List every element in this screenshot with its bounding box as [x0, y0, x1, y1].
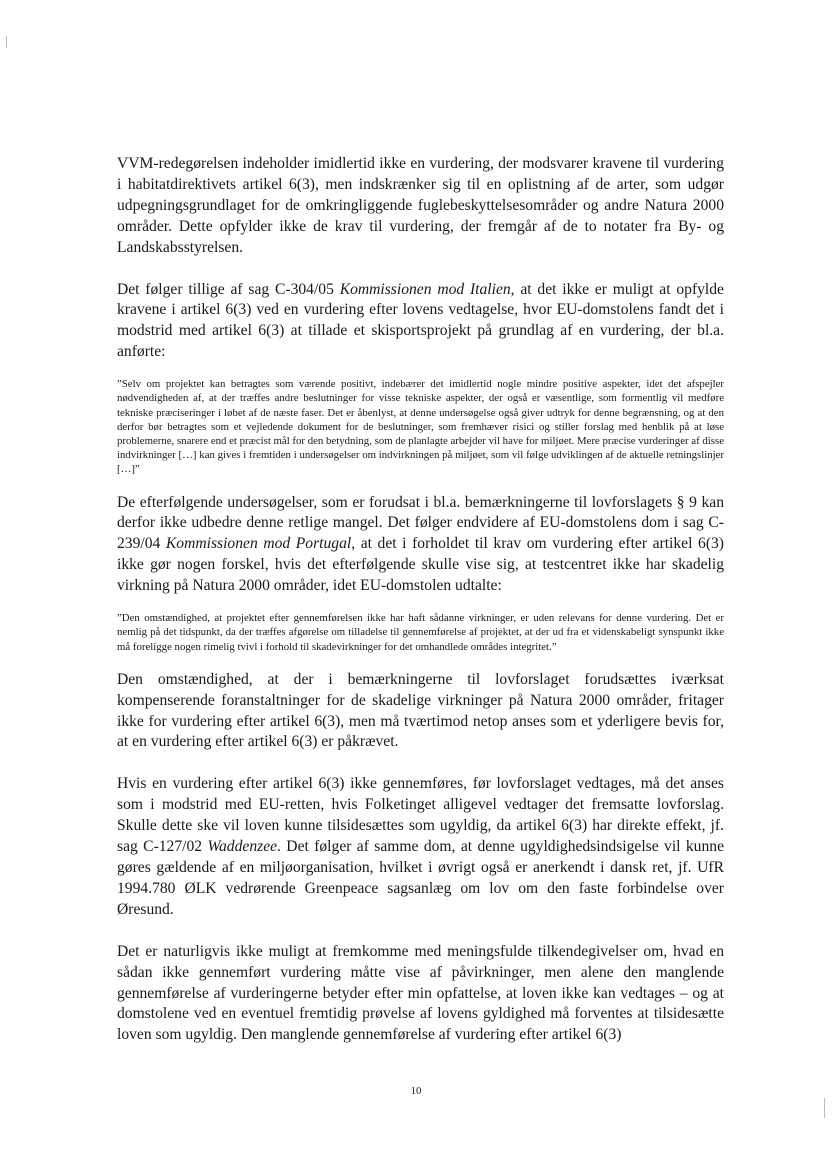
paragraph-vvm-assessment: VVM-redegørelsen indeholder imidlertid ikke en vurdering, der modsvarer kravene til vurdering i habitatdirektivets artikel 6(3), men indskrænker sig til en oplistning af de arter, som udgør udpegningsgrundlaget for de omkringliggende fuglebeskyttelsesområder og andre Natura 2000 områder. Dette opfylder ikke de krav til vurdering, der fremgår af de to notater fra By- og Landskabsstyrelsen.	[117, 155, 724, 256]
document-body	[117, 154, 724, 1046]
case-name-waddenzee: Waddenzee	[207, 838, 278, 856]
scan-edge-mark	[6, 36, 7, 48]
quote-portugal-judgment: ”Den omstændighed, at projektet efter gennemførelsen ikke har haft sådanne virkninger, er uden relevans for denne vurdering. Det er nemlig på det tidspunkt, da der træffes afgørelse om tilladelse til gennemførelse af projektet, at der ud fra et videnskabeligt synspunkt ikke må foreligge nogen rimelig tvivl i forhold til skadevirkninger for det omhandlede områdes integritet.”	[117, 612, 724, 653]
paragraph-conclusion: Det er naturligvis ikke muligt at fremkomme med meningsfulde tilkendegivelser om, hvad en sådan ikke gennemført vurdering måtte vise af påvirkninger, men alene den manglende gennemførelse af vurderingerne betyder efter min opfattelse, at loven ikke kan vedtages – og at domstolene ved en eventuel fremtidig prøvelse af lovens gyldighed må forventes at tilsidesætte loven som ugyldig. Den manglende gennemførelse af vurdering efter artikel 6(3)	[117, 942, 724, 1044]
paragraph-case-portugal: De efterfølgende undersøgelser, som er forudsat i bl.a. bemærkningerne til lovforslagets § 9 kan derfor ikke udbedre denne retlige mangel. Det følger endvidere af EU-domstolens dom i sag C-239/04 Kommissionen mod Portugal, at det i forholdet til krav om vurdering efter artikel 6(3) ikke gør nogen forskel, hvis det efterfølgende skulle vise sig, at testcentret ikke har skadelig virkning på Natura 2000 områder, idet EU-domstolen udtalte:	[117, 493, 724, 595]
quote-italy-judgment: ”Selv om projektet kan betragtes som værende positivt, indebærer det imidlertid nogle mindre positive aspekter, idet det afspejler nødvendigheden af, at der træffes andre beslutninger for visse tekniske aspekter, der også er væsentlige, som formentlig vil medføre tekniske præciseringer i løbet af de næste faser. Det er åbenlyst, at denne undersøgelse også giver udtryk for denne begrænsning, og at den derfor bør betragtes som et vejledende dokument for de beslutninger, som fremhæver risici og stiller forslag med henblik på at løse problemerne, snarere end et præcist mål for den betydning, som de planlagte arbejder vil have for miljøet. Mere præcise vurderinger af disse indvirkninger […] kan gives i fremtiden i undersøgelser om indvirkningen på miljøet, som vil følge udviklingen af de aktuelle retningslinjer […]”	[117, 378, 724, 476]
paragraph-compensation: Den omstændighed, at der i bemærkningerne til lovforslaget forudsættes iværksat kompenserende foranstaltninger for de skadelige virkninger på Natura 2000 områder, fritager ikke for vurdering efter artikel 6(3), men må tværtimod netop anses som et yderligere bevis for, at en vurdering efter artikel 6(3) er påkrævet.	[117, 670, 724, 751]
scan-edge-mark	[824, 1098, 825, 1118]
page-number: 10	[410, 1085, 422, 1097]
paragraph-case-italy: Det følger tillige af sag C-304/05 Kommissionen mod Italien, at det ikke er muligt at opfylde kravene i artikel 6(3) ved en vurdering efter lovens vedtagelse, hvor EU-domstolens fandt det i modstrid med artikel 6(3) at tillade et skisportsprojekt på grundlag af en vurdering, der bl.a. anførte:	[117, 280, 724, 361]
case-name-italy: Kommissionen mod Italien	[339, 280, 511, 298]
case-name-portugal: Kommissionen mod Portugal	[165, 535, 352, 553]
paragraph-eu-law-conflict: Hvis en vurdering efter artikel 6(3) ikke gennemføres, før lovforslaget vedtages, må det anses som i modstrid med EU-retten, hvis Folketinget alligevel vedtager det fremsatte lovforslag. Skulle dette ske vil loven kunne tilsidesættes som ugyldig, da artikel 6(3) har direkte effekt, jf. sag C-127/02 Waddenzee. Det følger af samme dom, at denne ugyldighedsindsigelse vil kunne gøres gældende af en miljøorganisation, hvilket i øvrigt også er anerkendt i dansk ret, jf. UfR 1994.780 ØLK vedrørende Greenpeace sagsanlæg om lov om den faste forbindelse over Øresund.	[117, 775, 724, 918]
